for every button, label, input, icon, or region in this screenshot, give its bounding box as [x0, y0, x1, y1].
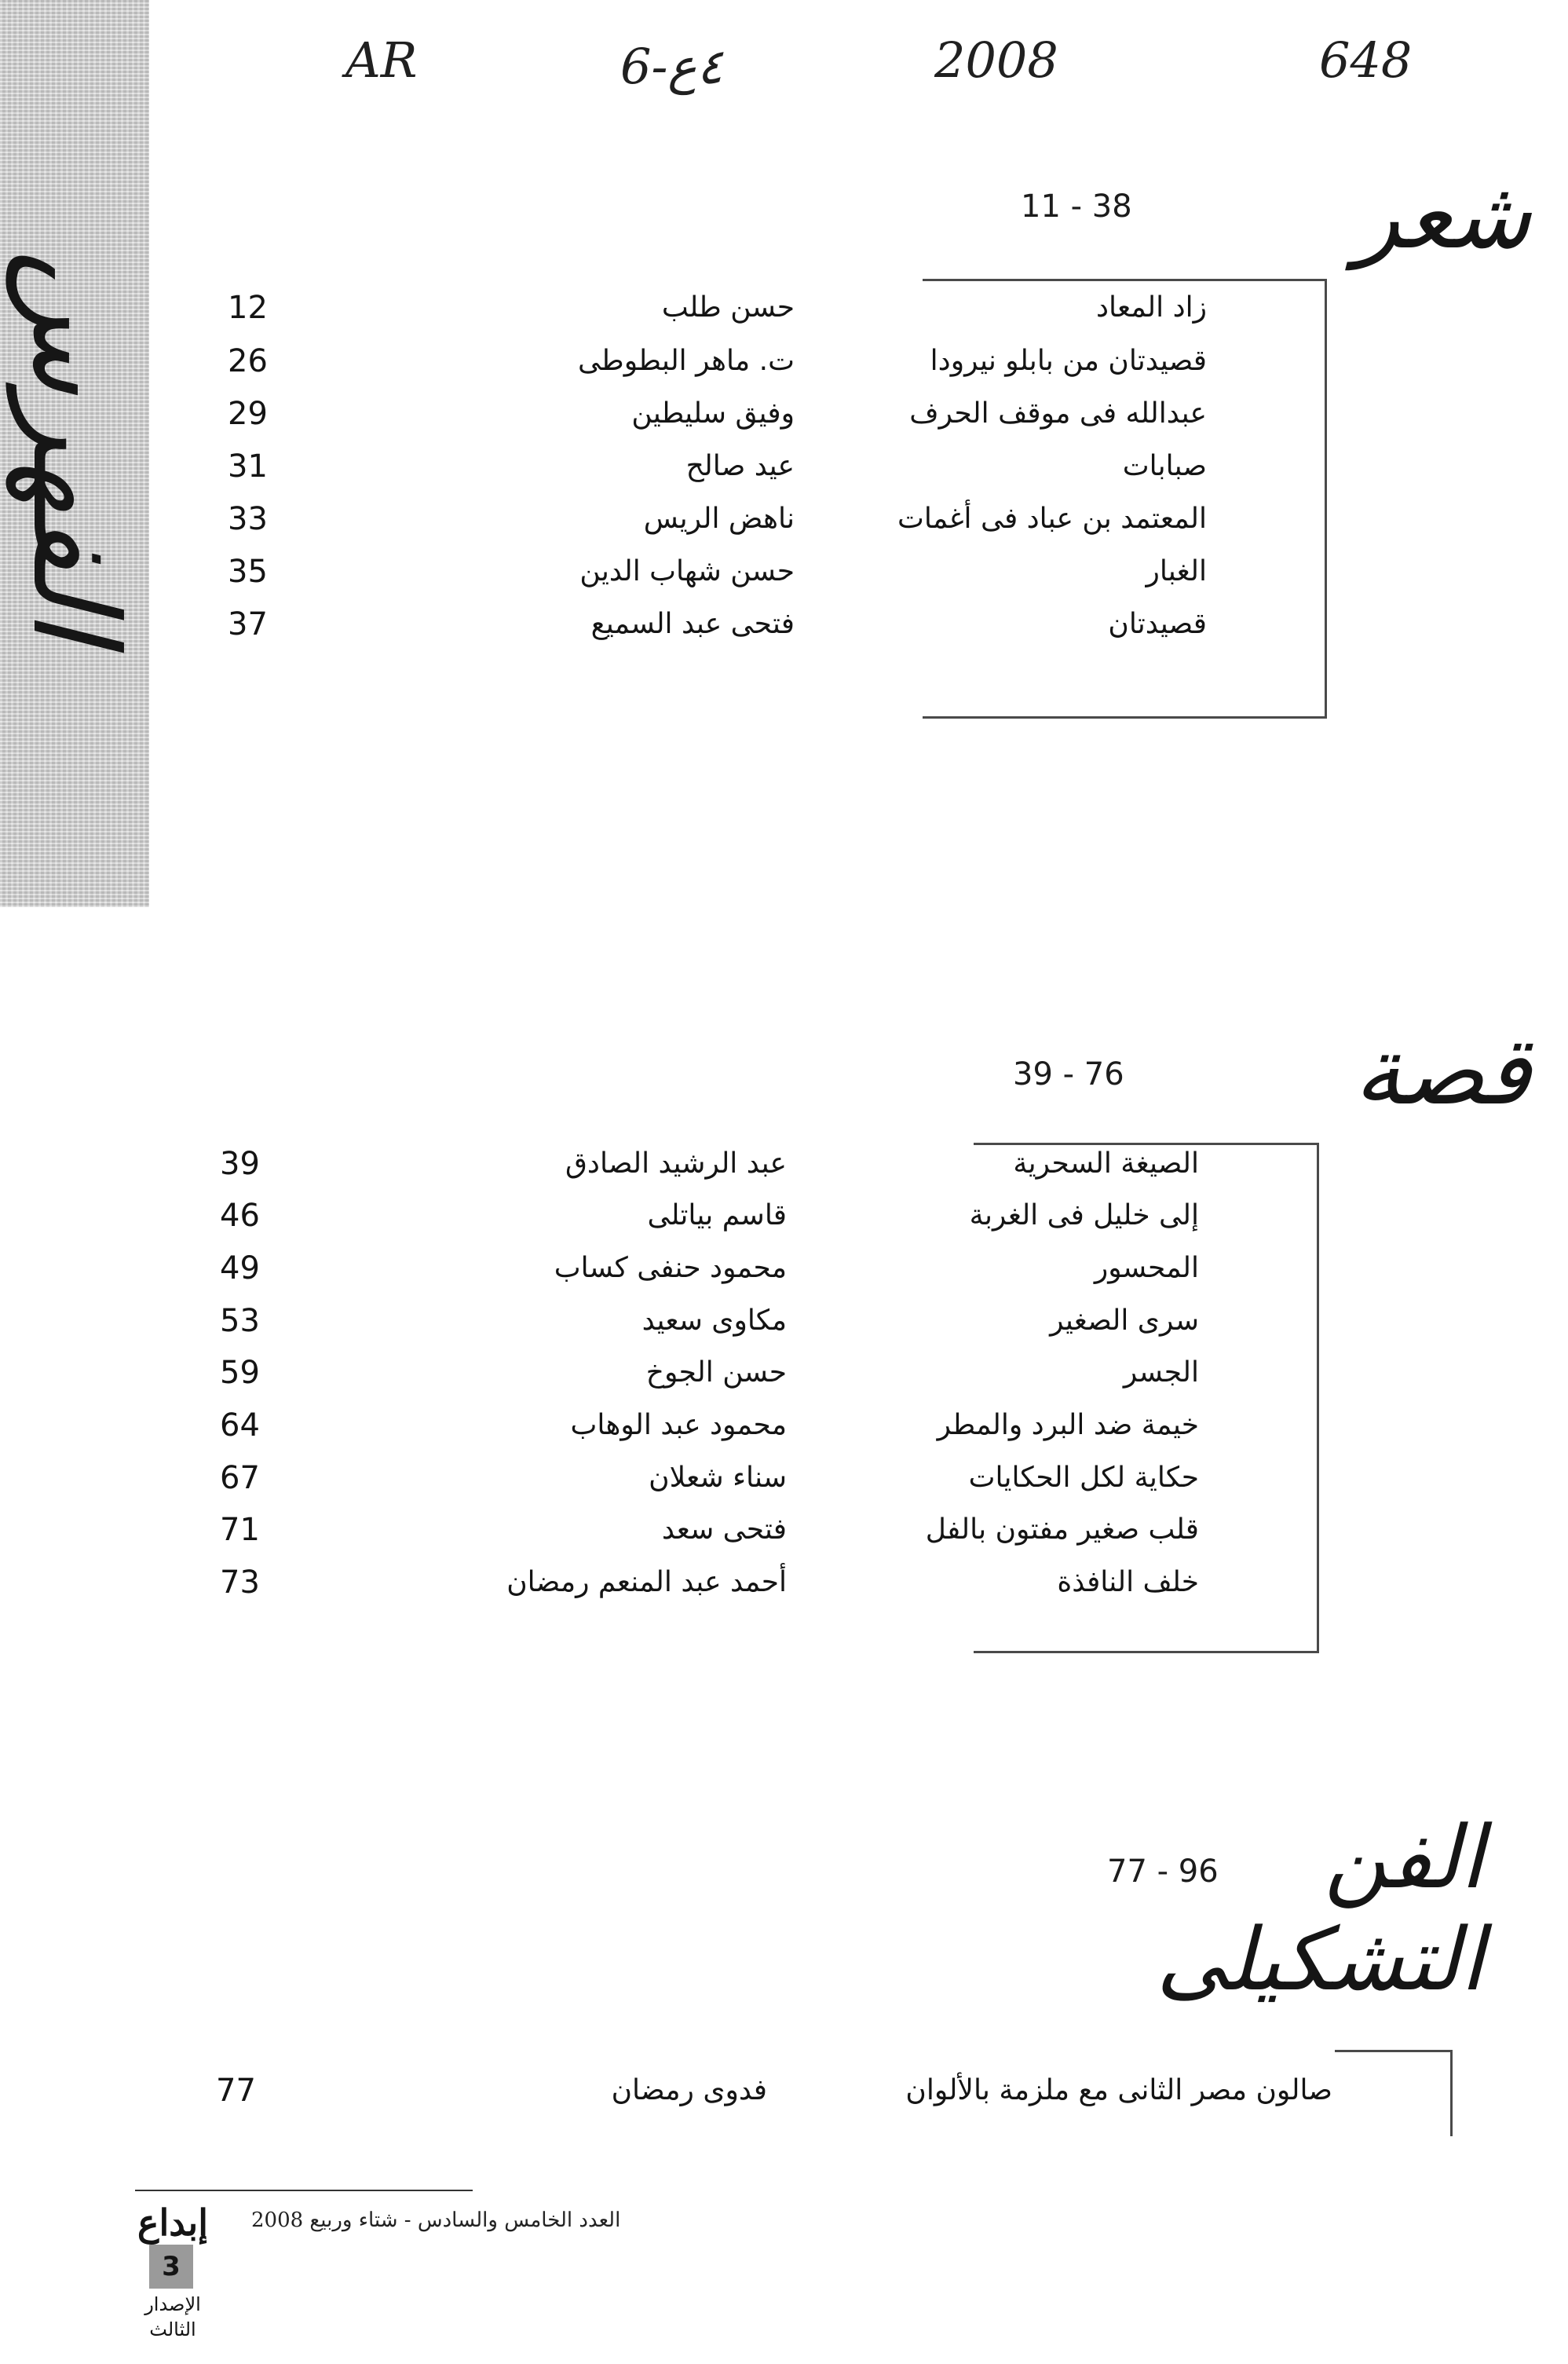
sidebar-title: الفهرس [6, 250, 143, 642]
entry-author: مكاوى سعيد [641, 1305, 787, 1337]
toc-entry[interactable] [0, 601, 1568, 648]
entry-page: 31 [228, 448, 268, 485]
section-title-art-line2: التشكيلى [1156, 1909, 1484, 2010]
logo-caption-2: الثالث [149, 2318, 196, 2340]
entry-title: زاد المعاد [1095, 291, 1207, 324]
toc-entry[interactable] [0, 443, 1568, 490]
entry-page: 35 [228, 554, 268, 590]
entry-page: 77 [216, 2073, 256, 2109]
entry-author: قاسم بياتلى [647, 1199, 787, 1231]
issue-info: العدد الخامس والسادس - شتاء وربيع 2008 [251, 2208, 621, 2232]
entry-title: قلب صغير مفتون بالفل [925, 1513, 1199, 1546]
entry-author: حسن شهاب الدين [579, 555, 795, 587]
entry-page: 49 [220, 1250, 260, 1286]
entry-author: وفيق سليطين [631, 397, 795, 430]
toc-entry[interactable] [0, 1559, 1568, 1606]
entry-title: صبابات [1122, 450, 1207, 482]
logo-number: 3 [149, 2245, 193, 2289]
toc-entry[interactable] [0, 1402, 1568, 1449]
entry-title: إلى خليل فى الغربة [969, 1199, 1199, 1231]
entry-title: حكاية لكل الحكايات [968, 1462, 1199, 1494]
logo-caption-1: الإصدار [144, 2293, 201, 2315]
entry-title: صالون مصر الثانى مع ملزمة بالألوان [905, 2074, 1332, 2106]
section-title-stories: قصة [1354, 1017, 1531, 1126]
footer-divider [135, 2190, 473, 2191]
toc-entry[interactable] [0, 548, 1568, 595]
entry-page: 46 [220, 1198, 260, 1234]
section-title-art-line1: الفن [1324, 1807, 1484, 1908]
section-range-poetry: 11 - 38 [1021, 188, 1132, 225]
toc-entry[interactable] [0, 1297, 1568, 1345]
handwritten-note-1: AR [345, 31, 418, 89]
entry-author: محمود حنفى كساب [554, 1252, 787, 1284]
toc-entry[interactable] [0, 1349, 1568, 1396]
entry-page: 29 [228, 396, 268, 432]
entry-author: عبد الرشيد الصادق [565, 1147, 787, 1180]
entry-title: الجسر [1123, 1356, 1199, 1389]
entry-title: المحسور [1094, 1252, 1199, 1284]
entry-page: 33 [228, 501, 268, 537]
section-range-art: 77 - 96 [1107, 1854, 1219, 1890]
handwritten-note-2: 6-٤ع [620, 38, 723, 95]
entry-author: سناء شعلان [649, 1462, 787, 1494]
handwritten-note-4: 648 [1319, 31, 1413, 89]
entry-author: محمود عبد الوهاب [570, 1409, 787, 1441]
toc-entry[interactable] [0, 390, 1568, 437]
entry-author: ت. ماهر البطوطى [578, 345, 795, 377]
entry-title: الصيغة السحرية [1013, 1147, 1199, 1180]
entry-page: 26 [228, 343, 268, 379]
handwritten-note-3: 2008 [934, 31, 1058, 89]
entry-title: الغبار [1146, 555, 1207, 587]
entry-author: فتحى عبد السميع [590, 608, 795, 640]
entry-author: فدوى رمضان [611, 2074, 767, 2106]
entry-author: حسن الجوخ [645, 1356, 787, 1389]
entry-author: ناهض الريس [643, 503, 795, 535]
toc-entry[interactable] [0, 2067, 1568, 2114]
entry-page: 12 [228, 290, 268, 326]
entry-page: 39 [220, 1146, 260, 1182]
entry-page: 59 [220, 1355, 260, 1391]
entry-title: خيمة ضد البرد والمطر [937, 1409, 1199, 1441]
entry-title: عبدالله فى موقف الحرف [909, 397, 1207, 430]
entry-page: 71 [220, 1512, 260, 1548]
entry-title: سرى الصغير [1050, 1305, 1199, 1337]
magazine-logo [118, 2199, 228, 2348]
entry-title: قصيدتان من بابلو نيرودا [930, 345, 1207, 377]
entry-page: 53 [220, 1303, 260, 1339]
toc-entry[interactable] [0, 1455, 1568, 1502]
toc-entry[interactable] [0, 284, 1568, 331]
toc-entry[interactable] [0, 1192, 1568, 1239]
entry-author: فتحى سعد [661, 1513, 787, 1546]
toc-entry[interactable] [0, 1140, 1568, 1187]
section-range-stories: 39 - 76 [1013, 1056, 1124, 1092]
entry-title: قصيدتان [1108, 608, 1207, 640]
toc-entry[interactable] [0, 338, 1568, 385]
toc-entry[interactable] [0, 1245, 1568, 1292]
entry-page: 67 [220, 1460, 260, 1496]
entry-page: 73 [220, 1564, 260, 1601]
entry-author: عيد صالح [685, 450, 795, 482]
entry-title: المعتمد بن عباد فى أغمات [897, 503, 1207, 535]
entry-title: خلف النافذة [1057, 1566, 1199, 1598]
section-title-poetry: شعر [1354, 161, 1531, 270]
entry-page: 64 [220, 1407, 260, 1444]
toc-entry[interactable] [0, 1506, 1568, 1553]
entry-author: حسن طلب [661, 291, 795, 324]
toc-entry[interactable] [0, 496, 1568, 543]
entry-page: 37 [228, 606, 268, 642]
logo-name: إبداع [137, 2201, 208, 2244]
entry-author: أحمد عبد المنعم رمضان [506, 1566, 787, 1598]
